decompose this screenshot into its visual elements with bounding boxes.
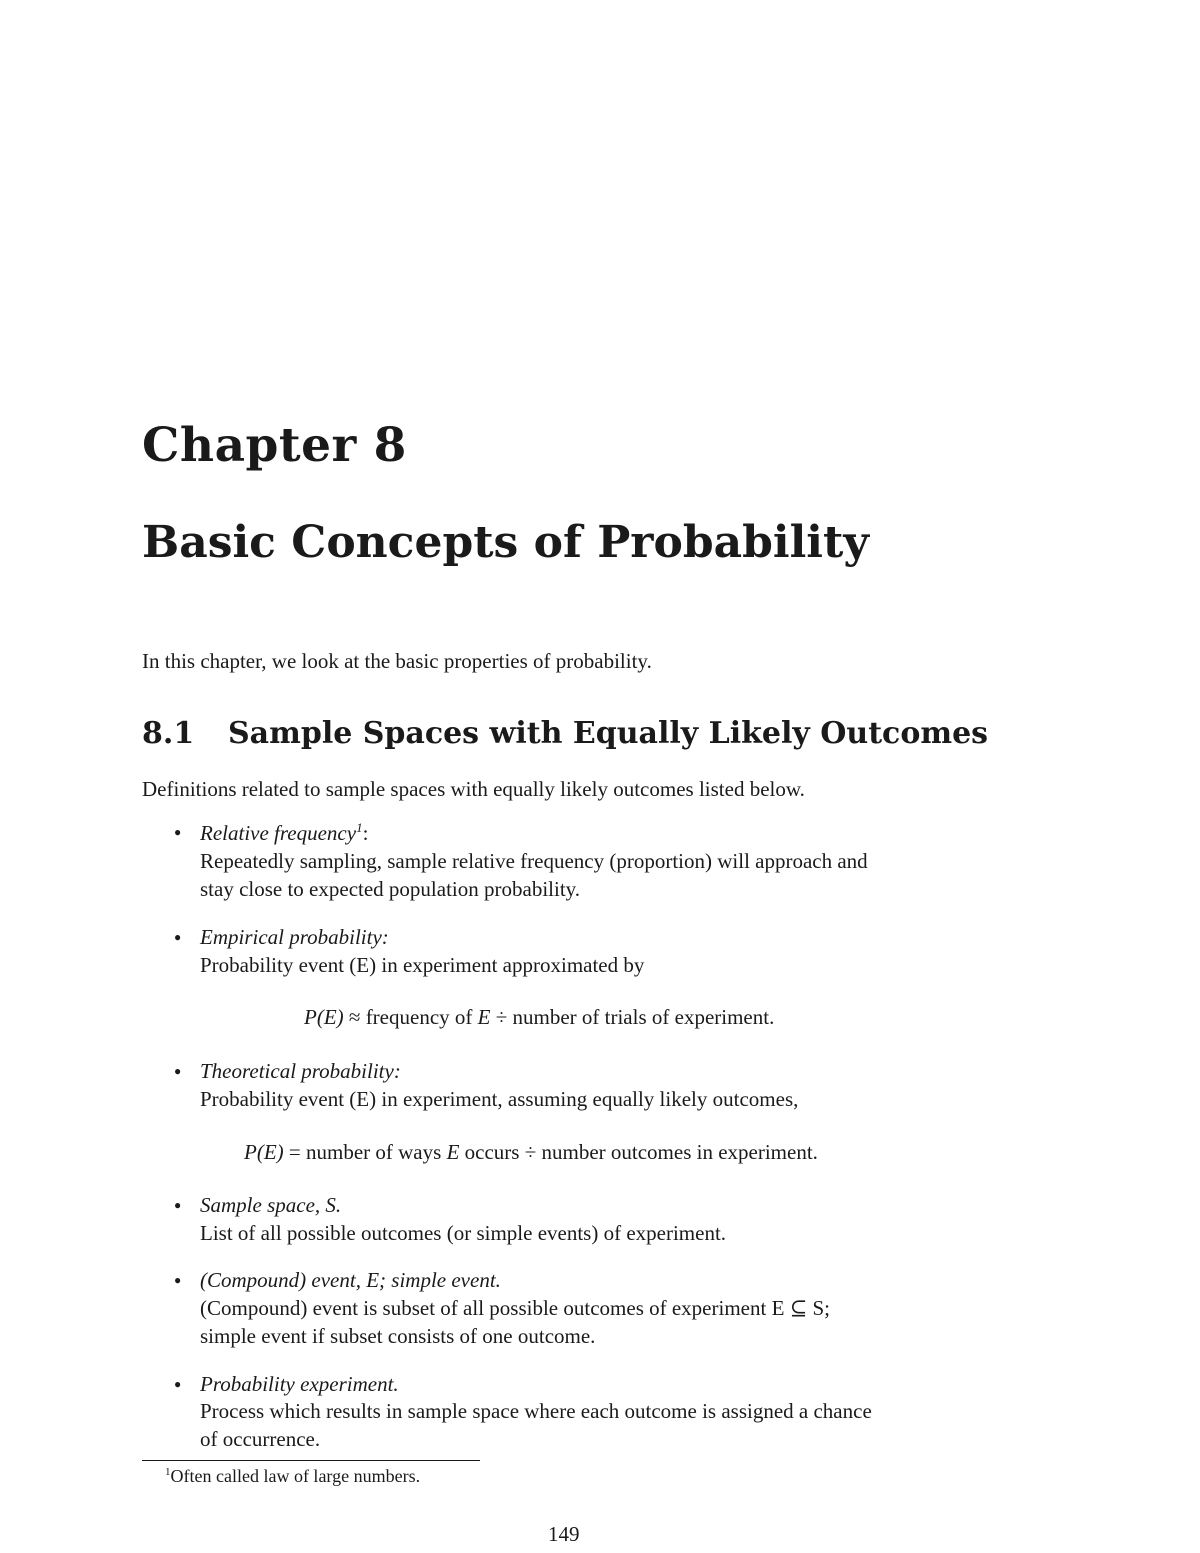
footnote-mark: 1 [356, 820, 363, 835]
definition-line: of occurrence. [200, 1427, 321, 1451]
chapter-intro: In this chapter, we look at the basic properties of probability. [142, 649, 652, 673]
definition-term: Sample space, S. [200, 1193, 342, 1217]
formula-divide: ÷ [524, 1140, 537, 1164]
definition-line: Probability event (E) in experiment, assuming equally likely outcomes, [200, 1087, 799, 1111]
footnote-text: Often called law of large numbers. [170, 1466, 421, 1486]
formula-divide: ÷ [495, 1005, 508, 1029]
definition-line: Process which results in sample space where each outcome is assigned a chance [200, 1399, 872, 1423]
definition-line: stay close to expected population probability. [200, 877, 581, 901]
formula-text: frequency of [365, 1005, 473, 1029]
definition-term: (Compound) event, E; simple event. [200, 1268, 501, 1292]
definition-line: List of all possible outcomes (or simple events) of experiment. [200, 1221, 727, 1245]
bullet-icon: ● [174, 1273, 182, 1287]
formula-variable: E [446, 1140, 460, 1164]
footnote [165, 1466, 420, 1487]
bullet-icon: ● [174, 1377, 182, 1391]
definition-line: simple event if subset consists of one outcome. [200, 1324, 596, 1348]
bullet-icon: ● [174, 1198, 182, 1212]
section-title: Sample Spaces with Equally Likely Outcomes [228, 716, 989, 751]
definition-line: (Compound) event is subset of all possible outcomes of experiment E ⊆ S; [200, 1296, 830, 1320]
bullet-icon: ● [174, 1064, 182, 1078]
chapter-title: Basic Concepts of Probability [142, 517, 869, 568]
section-number: 8.1 [142, 716, 195, 751]
section-intro: Definitions related to sample spaces with equally likely outcomes listed below. [142, 777, 805, 801]
chapter-label: Chapter 8 [142, 418, 407, 473]
formula-lhs: P(E) [244, 1140, 284, 1164]
definition-term: Theoretical probability: [200, 1059, 401, 1083]
formula-text: number of trials of experiment. [512, 1005, 775, 1029]
term-suffix: : [362, 821, 369, 845]
formula-operator: ≈ [348, 1005, 361, 1029]
page-number: 149 [548, 1522, 580, 1546]
section-heading [142, 716, 988, 751]
formula-text: number of ways [306, 1140, 442, 1164]
term-text: Relative frequency [200, 821, 357, 845]
bullet-icon: ● [174, 825, 182, 839]
definition-term [200, 820, 368, 846]
definition-term: Probability experiment. [200, 1372, 399, 1396]
formula-lhs: P(E) [304, 1005, 344, 1029]
footnote-rule [142, 1460, 480, 1461]
bullet-icon: ● [174, 930, 182, 944]
empirical-formula [304, 1005, 774, 1030]
theoretical-formula [244, 1140, 818, 1165]
formula-variable: E [477, 1005, 491, 1029]
formula-text: occurs [464, 1140, 520, 1164]
formula-text: number outcomes in experiment. [541, 1140, 818, 1164]
definition-line: Repeatedly sampling, sample relative frequency (proportion) will approach and [200, 849, 868, 873]
footnote-mark: 1 [165, 1466, 171, 1478]
definition-term: Empirical probability: [200, 925, 389, 949]
formula-operator: = [288, 1140, 301, 1164]
definition-line: Probability event (E) in experiment approximated by [200, 953, 645, 977]
